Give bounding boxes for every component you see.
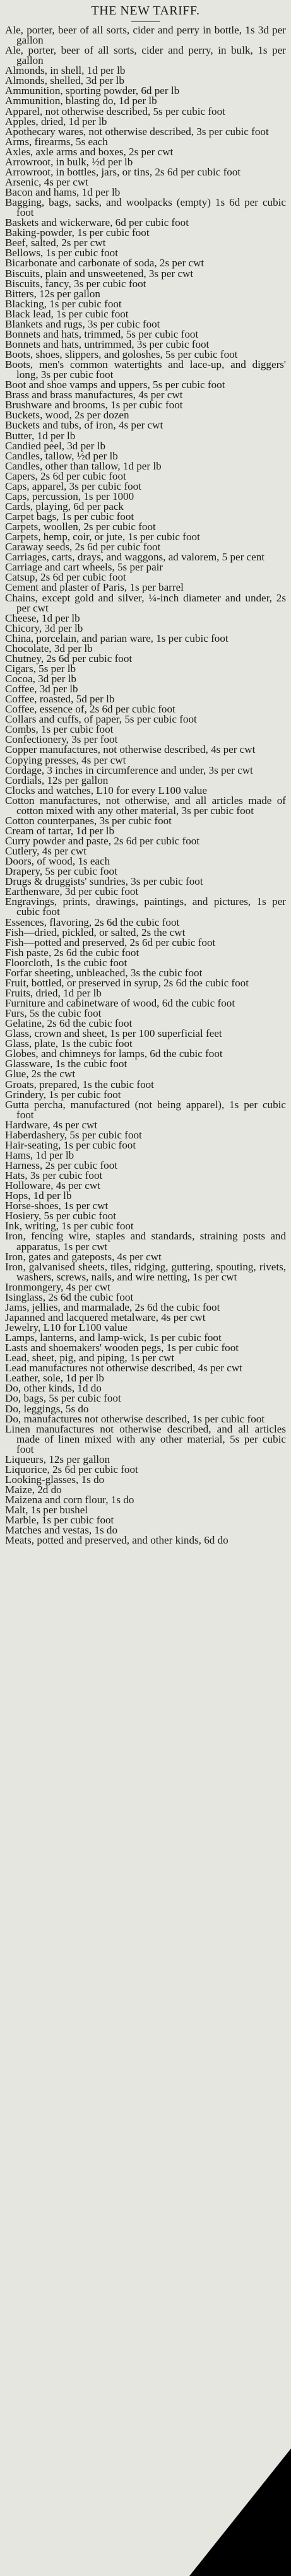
tariff-entry: Liquorice, 2s 6d per cubic foot [5, 1463, 138, 1475]
tariff-entry: Hops, 1d per lb [5, 1190, 72, 1202]
tariff-entry: Capers, 2s 6d per cubic foot [5, 470, 126, 482]
tariff-entry: Confectionery, 3s per foot [5, 733, 118, 746]
tariff-entry: Maizena and corn flour, 1s do [5, 1494, 134, 1506]
tariff-entry: Fish paste, 2s 6d the cubic foot [5, 946, 140, 959]
tariff-entry: Bonnets and hats, trimmed, 5s per cubic foot [5, 328, 199, 340]
tariff-entry: Hardware, 4s per cwt [5, 1118, 98, 1131]
tariff-entry: Gelatine, 2s 6d the cubic foot [5, 1017, 133, 1030]
tariff-entry: Furniture and cabinetware of wood, 6d the cubic foot [5, 997, 235, 1009]
tariff-entry: Cigars, 5s per lb [5, 662, 76, 675]
tariff-entry: Haberdashery, 5s per cubic foot [5, 1128, 142, 1141]
tariff-entry: Hats, 3s per cubic foot [5, 1169, 103, 1182]
tariff-entry: Coffee, 3d per lb [5, 683, 78, 695]
tariff-entry: Baking-powder, 1s per cubic foot [5, 227, 150, 239]
tariff-entry: Lasts and shoemakers' wooden pegs, 1s per cubic foot [5, 1342, 239, 1354]
tariff-entry: Grindery, 1s per cubic foot [5, 1088, 121, 1101]
tariff-entry: Carriages, carts, drays, and waggons, ad valorem, 5 per cent [5, 551, 265, 564]
tariff-entry: Cordials, 12s per gallon [5, 774, 109, 786]
tariff-entry: Catsup, 2s 6d per cubic foot [5, 571, 126, 584]
tariff-entry: Do, manufactures not otherwise described, 1s per cubic foot [5, 1412, 265, 1425]
tariff-entry: Jewelry, L10 for L100 value [5, 1321, 128, 1333]
tariff-list [5, 25, 286, 1545]
tariff-entry: Maize, 2d do [5, 1484, 62, 1496]
tariff-entry: Drugs & druggists' sundries, 3s per cubic foot [5, 875, 203, 888]
tariff-entry: Holloware, 4s per cwt [5, 1179, 100, 1192]
tariff-entry: Baskets and wickerware, 6d per cubic foot [5, 216, 189, 229]
article-title: THE NEW TARIFF. [91, 4, 200, 18]
tariff-entry: Combs, 1s per cubic foot [5, 723, 114, 736]
tariff-entry: Coffee, essence of, 2s 6d per cubic foot [5, 703, 175, 716]
tariff-entry: Chicory, 3d per lb [5, 622, 83, 634]
tariff-entry: Butter, 1d per lb [5, 429, 76, 442]
tariff-entry: Forfar sheeting, unbleached, 3s the cubic foot [5, 966, 203, 979]
tariff-entry: Malt, 1s per bushel [5, 1504, 88, 1516]
tariff-entry: Coffee, roasted, 5d per lb [5, 693, 115, 706]
tariff-entry: Carpets, hemp, coir, or jute, 1s per cubic foot [5, 531, 200, 543]
tariff-entry: Caraway seeds, 2s 6d per cubic foot [5, 541, 161, 553]
tariff-entry: Bellows, 1s per cubic foot [5, 247, 118, 259]
tariff-entry: Do, leggings, 5s do [5, 1402, 89, 1415]
tariff-entry: Bitters, 12s per gallon [5, 287, 100, 300]
tariff-entry: Copying presses, 4s per cwt [5, 753, 126, 766]
tariff-entry: Lead, sheet, pig, and piping, 1s per cwt [5, 1352, 175, 1364]
tariff-entry: Candles, tallow, ½d per lb [5, 449, 118, 462]
tariff-entry: Chains, except gold and silver, ¼-inch diameter and under, 2s per cwt [5, 591, 286, 614]
tariff-entry: Looking-glasses, 1s do [5, 1473, 105, 1486]
tariff-entry: Furs, 5s the cubic foot [5, 1007, 102, 1020]
tariff-entry: Buckets and tubs, of iron, 4s per cwt [5, 419, 163, 432]
tariff-entry: Glass, plate, 1s the cubic foot [5, 1037, 133, 1050]
tariff-entry: Japanned and lacquered metalware, 4s per cwt [5, 1311, 206, 1323]
tariff-entry: Clocks and watches, L10 for every L100 value [5, 784, 207, 796]
tariff-entry: Bonnets and hats, untrimmed, 3s per cubic foot [5, 338, 210, 350]
tariff-entry: Earthenware, 3d per cubic foot [5, 885, 139, 898]
tariff-entry: Cocoa, 3d per lb [5, 673, 76, 685]
tariff-entry: Cream of tartar, 1d per lb [5, 824, 115, 837]
tariff-entry: Marble, 1s per cubic foot [5, 1514, 114, 1527]
tariff-entry: Bicarbonate and carbonate of soda, 2s per cwt [5, 257, 205, 269]
tariff-entry: Apples, dried, 1d per lb [5, 115, 107, 127]
tariff-entry: Buckets, wood, 2s per dozen [5, 409, 129, 422]
tariff-entry: Almonds, in shell, 1d per lb [5, 64, 126, 77]
tariff-entry: Hair-seating, 1s per cubic foot [5, 1138, 136, 1151]
tariff-entry: Curry powder and paste, 2s 6d per cubic foot [5, 835, 200, 847]
tariff-entry: Liqueurs, 12s per gallon [5, 1453, 110, 1465]
tariff-entry: Apothecary wares, not otherwise described, 3s per cubic foot [5, 125, 269, 138]
tariff-entry: Leather, sole, 1d per lb [5, 1372, 104, 1385]
tariff-entry: Black lead, 1s per cubic foot [5, 307, 129, 320]
tariff-entry: Brushware and brooms, 1s per cubic foot [5, 399, 183, 411]
tariff-entry: Biscuits, fancy, 3s per cubic foot [5, 277, 146, 290]
tariff-entry: Drapery, 5s per cubic foot [5, 865, 117, 878]
tariff-entry: Axles, axle arms and boxes, 2s per cwt [5, 145, 174, 158]
tariff-entry: Candied peel, 3d per lb [5, 439, 106, 452]
tariff-entry: Bacon and hams, 1d per lb [5, 186, 121, 198]
tariff-entry: Collars and cuffs, of paper, 5s per cubic foot [5, 713, 197, 726]
tariff-entry: Fruits, dried, 1d per lb [5, 986, 102, 999]
tariff-entry: Bagging, bags, sacks, and woolpacks (empty) 1s 6d per cubic foot [5, 196, 286, 219]
tariff-entry: Lead manufactures not otherwise described, 4s per cwt [5, 1362, 242, 1374]
tariff-entry: Ink, writing, 1s per cubic foot [5, 1220, 134, 1232]
tariff-entry: Chutney, 2s 6d per cubic foot [5, 652, 133, 665]
tariff-entry: Isinglass, 2s 6d the cubic foot [5, 1291, 134, 1303]
tariff-entry: Matches and vestas, 1s do [5, 1524, 118, 1537]
tariff-entry: Cotton counterpanes, 3s per cubic foot [5, 814, 172, 827]
tariff-entry: Gutta percha, manufactured (not being apparel), 1s per cubic foot [5, 1098, 286, 1121]
tariff-entry: Ironmongery, 4s per cwt [5, 1280, 110, 1293]
tariff-entry: Caps, percussion, 1s per 1000 [5, 490, 134, 502]
tariff-entry: Ammunition, blasting do, 1d per lb [5, 95, 157, 107]
tariff-entry: Doors, of wood, 1s each [5, 855, 110, 868]
tariff-entry: Cards, playing, 6d per pack [5, 500, 124, 512]
tariff-entry: Do, other kinds, 1d do [5, 1382, 102, 1395]
tariff-entry: Fish—potted and preserved, 2s 6d per cubic foot [5, 936, 216, 948]
tariff-entry: Arsenic, 4s per cwt [5, 175, 88, 188]
tariff-entry: Fruit, bottled, or preserved in syrup, 2s 6d the cubic foot [5, 976, 249, 989]
tariff-entry: Beef, salted, 2s per cwt [5, 237, 106, 249]
tariff-entry: Cheese, 1d per lb [5, 612, 80, 624]
tariff-entry: Ale, porter, beer of all sorts, cider and perry, in bulk, 1s per gallon [5, 44, 286, 67]
tariff-entry: Cotton manufactures, not otherwise, and all articles made of cotton mixed with any other material, 3s per cubic foot [5, 794, 286, 817]
title-rule [131, 21, 160, 22]
tariff-entry: Hams, 1d per lb [5, 1149, 74, 1161]
tariff-entry: Horse-shoes, 1s per cwt [5, 1200, 109, 1212]
tariff-entry: Boots, men's common watertights and lace-up, and diggers' long, 3s per cubic foot [5, 358, 286, 381]
tariff-entry: Glue, 2s the cwt [5, 1068, 76, 1080]
tariff-entry: Brass and brass manufactures, 4s per cwt [5, 389, 183, 401]
tariff-entry: Groats, prepared, 1s the cubic foot [5, 1078, 154, 1090]
tariff-entry: Boots, shoes, slippers, and goloshes, 5s per cubic foot [5, 348, 238, 360]
tariff-entry: Meats, potted and preserved, and other kinds, 6d do [5, 1534, 229, 1547]
tariff-entry: Arrowroot, in bottles, jars, or tins, 2s 6d per cubic foot [5, 165, 241, 178]
tariff-entry: Boot and shoe vamps and uppers, 5s per cubic foot [5, 379, 225, 391]
tariff-entry: Ammunition, sporting powder, 6d per lb [5, 85, 180, 97]
tariff-entry: Candles, other than tallow, 1d per lb [5, 459, 162, 472]
tariff-entry: Cement and plaster of Paris, 1s per barrel [5, 581, 184, 594]
tariff-entry: Lamps, lanterns, and lamp-wick, 1s per cubic foot [5, 1332, 222, 1344]
tariff-entry: Glass, crown and sheet, 1s per 100 superficial feet [5, 1027, 222, 1040]
tariff-entry: Arms, firearms, 5s each [5, 135, 108, 148]
tariff-entry: Fish—dried, pickled, or salted, 2s the cwt [5, 926, 186, 938]
tariff-entry: China, porcelain, and parian ware, 1s per cubic foot [5, 632, 229, 644]
tariff-entry: Iron, galvanised sheets, tiles, ridging, guttering, spouting, rivets, washers, screws, nails, and wire netting, 1s per cwt [5, 1260, 286, 1283]
tariff-entry: Chocolate, 3d per lb [5, 642, 93, 654]
tariff-entry: Ale, porter, beer of all sorts, cider and perry in bottle, 1s 3d per gallon [5, 24, 286, 47]
tariff-entry: Engravings, prints, drawings, paintings, and pictures, 1s per cubic foot [5, 895, 286, 918]
tariff-entry: Hosiery, 5s per cubic foot [5, 1210, 116, 1222]
tariff-entry: Blankets and rugs, 3s per cubic foot [5, 317, 160, 330]
tariff-entry: Jams, jellies, and marmalade, 2s 6d the cubic foot [5, 1301, 220, 1313]
tariff-entry: Harness, 2s per cubic foot [5, 1159, 118, 1171]
tariff-entry: Copper manufactures, not otherwise described, 4s per cwt [5, 743, 256, 756]
tariff-entry: Iron, fencing wire, staples and standards, straining posts and apparatus, 1s per cwt [5, 1230, 286, 1253]
tariff-entry: Arrowroot, in bulk, ½d per lb [5, 155, 133, 168]
tariff-entry: Essences, flavoring, 2s 6d the cubic foot [5, 916, 180, 928]
tariff-entry: Glassware, 1s the cubic foot [5, 1058, 128, 1070]
tariff-entry: Do, bags, 5s per cubic foot [5, 1392, 121, 1405]
tariff-entry: Caps, apparel, 3s per cubic foot [5, 480, 141, 492]
tariff-entry: Blacking, 1s per cubic foot [5, 297, 122, 310]
tariff-entry: Apparel, not otherwise described, 5s per cubic foot [5, 105, 225, 117]
tariff-entry: Cordage, 3 inches in circumference and under, 3s per cwt [5, 764, 253, 776]
tariff-entry: Almonds, shelled, 3d per lb [5, 74, 124, 87]
tariff-entry: Iron, gates and gateposts, 4s per cwt [5, 1250, 162, 1263]
tariff-entry: Cutlery, 4s per cwt [5, 845, 86, 858]
tariff-entry: Carpets, woollen, 2s per cubic foot [5, 521, 156, 533]
tariff-entry: Floorcloth, 1s the cubic foot [5, 956, 128, 969]
tariff-entry: Linen manufactures not otherwise described, and all articles made of linen mixed with any other material, 5s per cubic foot [5, 1422, 286, 1455]
tariff-entry: Carpet bags, 1s per cubic foot [5, 511, 134, 523]
tariff-entry: Carriage and cart wheels, 5s per pair [5, 561, 163, 574]
tariff-entry: Biscuits, plain and unsweetened, 3s per cwt [5, 267, 194, 280]
tariff-entry: Globes, and chimneys for lamps, 6d the cubic foot [5, 1048, 223, 1060]
